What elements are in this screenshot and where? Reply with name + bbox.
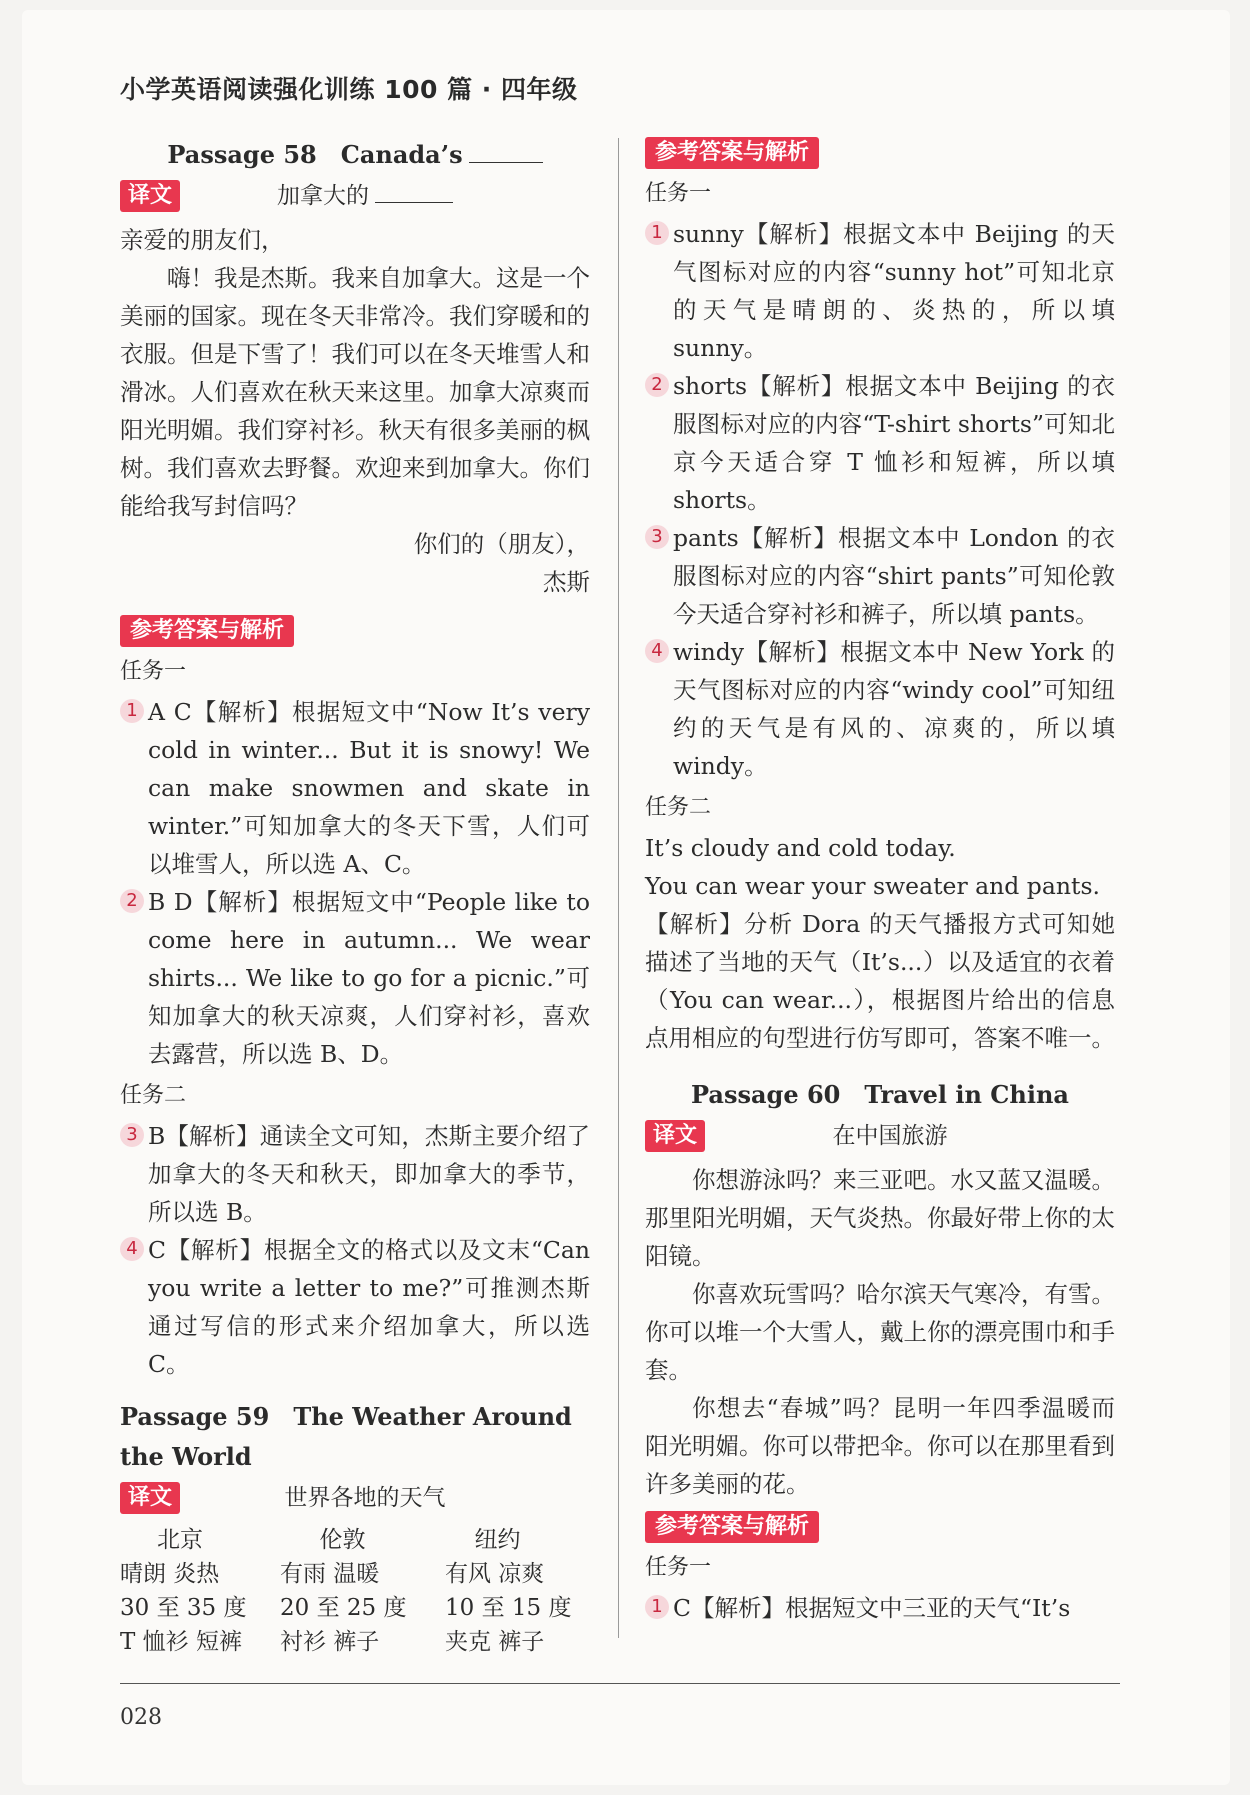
translation-title: 在中国旅游 <box>832 1123 948 1149</box>
translation-title: 加拿大的 <box>180 177 590 215</box>
item-text: C【解析】根据短文中三亚的天气“It’s <box>673 1594 1071 1622</box>
table-cell: 20 至 25 度 <box>280 1595 407 1621</box>
table-cell: 有雨 温暖 <box>280 1561 380 1587</box>
item-number: 3 <box>645 525 669 549</box>
item-number: 4 <box>645 639 669 663</box>
letter-closing: 你们的（朋友）， <box>413 530 590 558</box>
passage-60-title: Passage 60 Travel in China <box>691 1080 1069 1109</box>
task-one-heading: 任务一 <box>645 181 712 206</box>
item-number: 4 <box>120 1237 144 1261</box>
answers-header-59 <box>645 137 1115 169</box>
answer-item <box>120 883 590 1073</box>
column-divider <box>618 138 619 1638</box>
answers-header-60 <box>645 1511 1115 1543</box>
answer-blank <box>469 138 543 163</box>
item-number: 1 <box>645 221 669 245</box>
task-two-heading: 任务二 <box>120 1083 187 1108</box>
task-two-heading: 任务二 <box>645 795 712 820</box>
city-london: 伦敦 <box>319 1527 366 1553</box>
item-number: 3 <box>120 1123 144 1147</box>
answers-tag: 参考答案与解析 <box>645 137 819 169</box>
task-one-heading: 任务一 <box>120 659 187 684</box>
task-two-analysis: 【解析】分析 Dora 的天气播报方式可知她描述了当地的天气（It’s...）以及适宜的衣着（You can wear...），根据图片给出的信息点用相应的句型进行仿写即可，答案不唯一。 <box>645 910 1115 1052</box>
page-number: 028 <box>120 1705 162 1730</box>
item-text: A C【解析】根据短文中“Now It’s very cold in winter... But it is snowy! We can make snowmen and skate in winter.”可知加拿大的冬天下雪，人们可以堆雪人，所以选 A、C。 <box>148 698 590 878</box>
letter-greeting: 亲爱的朋友们， <box>120 226 285 254</box>
letter-body: 嗨！我是杰斯。我来自加拿大。这是一个美丽的国家。现在冬天非常冷。我们穿暖和的衣服。但是下雪了！我们可以在冬天堆雪人和滑冰。人们喜欢在秋天来这里。加拿大凉爽而阳光明媚。我们穿衬衫。秋天有很多美丽的枫树。我们喜欢去野餐。欢迎来到加拿大。你们能给我写封信吗？ <box>120 264 590 520</box>
answers-tag: 参考答案与解析 <box>120 615 294 647</box>
table-cell: 10 至 15 度 <box>445 1595 572 1621</box>
item-text: B【解析】通读全文可知，杰斯主要介绍了加拿大的冬天和秋天，即加拿大的季节，所以选 B。 <box>148 1122 590 1226</box>
left-column <box>120 135 590 1659</box>
answer-item <box>645 367 1115 519</box>
item-number: 2 <box>645 373 669 397</box>
answer-item <box>645 633 1115 785</box>
table-cell: 衬衫 裤子 <box>280 1629 380 1655</box>
right-column <box>645 135 1115 1627</box>
item-text: shorts【解析】根据文本中 Beijing 的衣服图标对应的内容“T-shirt shorts”可知北京今天适合穿 T 恤衫和短裤，所以填 shorts。 <box>673 372 1115 514</box>
item-text: windy【解析】根据文本中 New York 的天气图标对应的内容“windy cool”可知纽约的天气是有风的、凉爽的，所以填 windy。 <box>673 638 1115 780</box>
item-number: 1 <box>120 699 144 723</box>
item-number: 1 <box>645 1595 669 1619</box>
item-text: sunny【解析】根据文本中 Beijing 的天气图标对应的内容“sunny hot”可知北京的天气是晴朗的、炎热的，所以填 sunny。 <box>673 220 1115 362</box>
item-number: 2 <box>120 889 144 913</box>
passage-59-title: Passage 59 The Weather Around the World <box>120 1402 572 1471</box>
footer-rule <box>120 1683 1120 1684</box>
p60-paragraph: 你想去“春城”吗？昆明一年四季温暖而阳光明媚。你可以带把伞。你可以在那里看到许多美丽的花。 <box>645 1394 1115 1498</box>
weather-table <box>120 1523 590 1659</box>
passage-58-title: Passage 58 Canada’s <box>120 135 590 175</box>
table-cell: 有风 凉爽 <box>445 1561 545 1587</box>
answers-header <box>120 615 590 647</box>
translation-tag: 译文 <box>120 1482 180 1514</box>
p60-paragraph: 你想游泳吗？来三亚吧。水又蓝又温暖。那里阳光明媚，天气炎热。你最好带上你的太阳镜。 <box>645 1166 1115 1270</box>
item-text: C【解析】根据全文的格式以及文末“Can you write a letter to me?”可推测杰斯通过写信的形式来介绍加拿大，所以选 C。 <box>148 1236 590 1378</box>
answer-item <box>120 693 590 883</box>
translation-tag: 译文 <box>120 180 180 212</box>
table-cell: 夹克 裤子 <box>445 1629 545 1655</box>
answer-item <box>120 1117 590 1231</box>
p60-paragraph: 你喜欢玩雪吗？哈尔滨天气寒冷，有雪。你可以堆一个大雪人，戴上你的漂亮围巾和手套。 <box>645 1280 1115 1384</box>
task-two-answer-line: You can wear your sweater and pants. <box>645 872 1100 900</box>
table-cell: T 恤衫 短裤 <box>120 1629 242 1655</box>
answer-item <box>120 1231 590 1383</box>
letter-signature: 杰斯 <box>543 568 590 596</box>
table-cell: 晴朗 炎热 <box>120 1561 220 1587</box>
item-text: pants【解析】根据文本中 London 的衣服图标对应的内容“shirt pants”可知伦敦今天适合穿衬衫和裤子，所以填 pants。 <box>673 524 1115 628</box>
translation-tag: 译文 <box>645 1120 705 1152</box>
task-one-heading: 任务一 <box>645 1555 712 1580</box>
table-cell: 30 至 35 度 <box>120 1595 247 1621</box>
answers-tag: 参考答案与解析 <box>645 1511 819 1543</box>
answer-item <box>645 215 1115 367</box>
translation-title: 世界各地的天气 <box>284 1485 446 1511</box>
item-text: B D【解析】根据短文中“People like to come here in autumn... We wear shirts... We like to go for a picnic.”可知加拿大的秋天凉爽，人们穿衬衫，喜欢去露营，所以选 B、D。 <box>148 888 590 1068</box>
translation-header-60 <box>645 1117 1115 1155</box>
city-newyork: 纽约 <box>474 1527 521 1553</box>
city-beijing: 北京 <box>157 1527 203 1553</box>
answer-item <box>645 519 1115 633</box>
translation-header <box>120 177 590 215</box>
answer-item <box>645 1589 1115 1627</box>
task-two-answer-line: It’s cloudy and cold today. <box>645 834 956 862</box>
translation-header-59 <box>120 1479 590 1517</box>
running-head: 小学英语阅读强化训练 100 篇 · 四年级 <box>120 75 578 104</box>
